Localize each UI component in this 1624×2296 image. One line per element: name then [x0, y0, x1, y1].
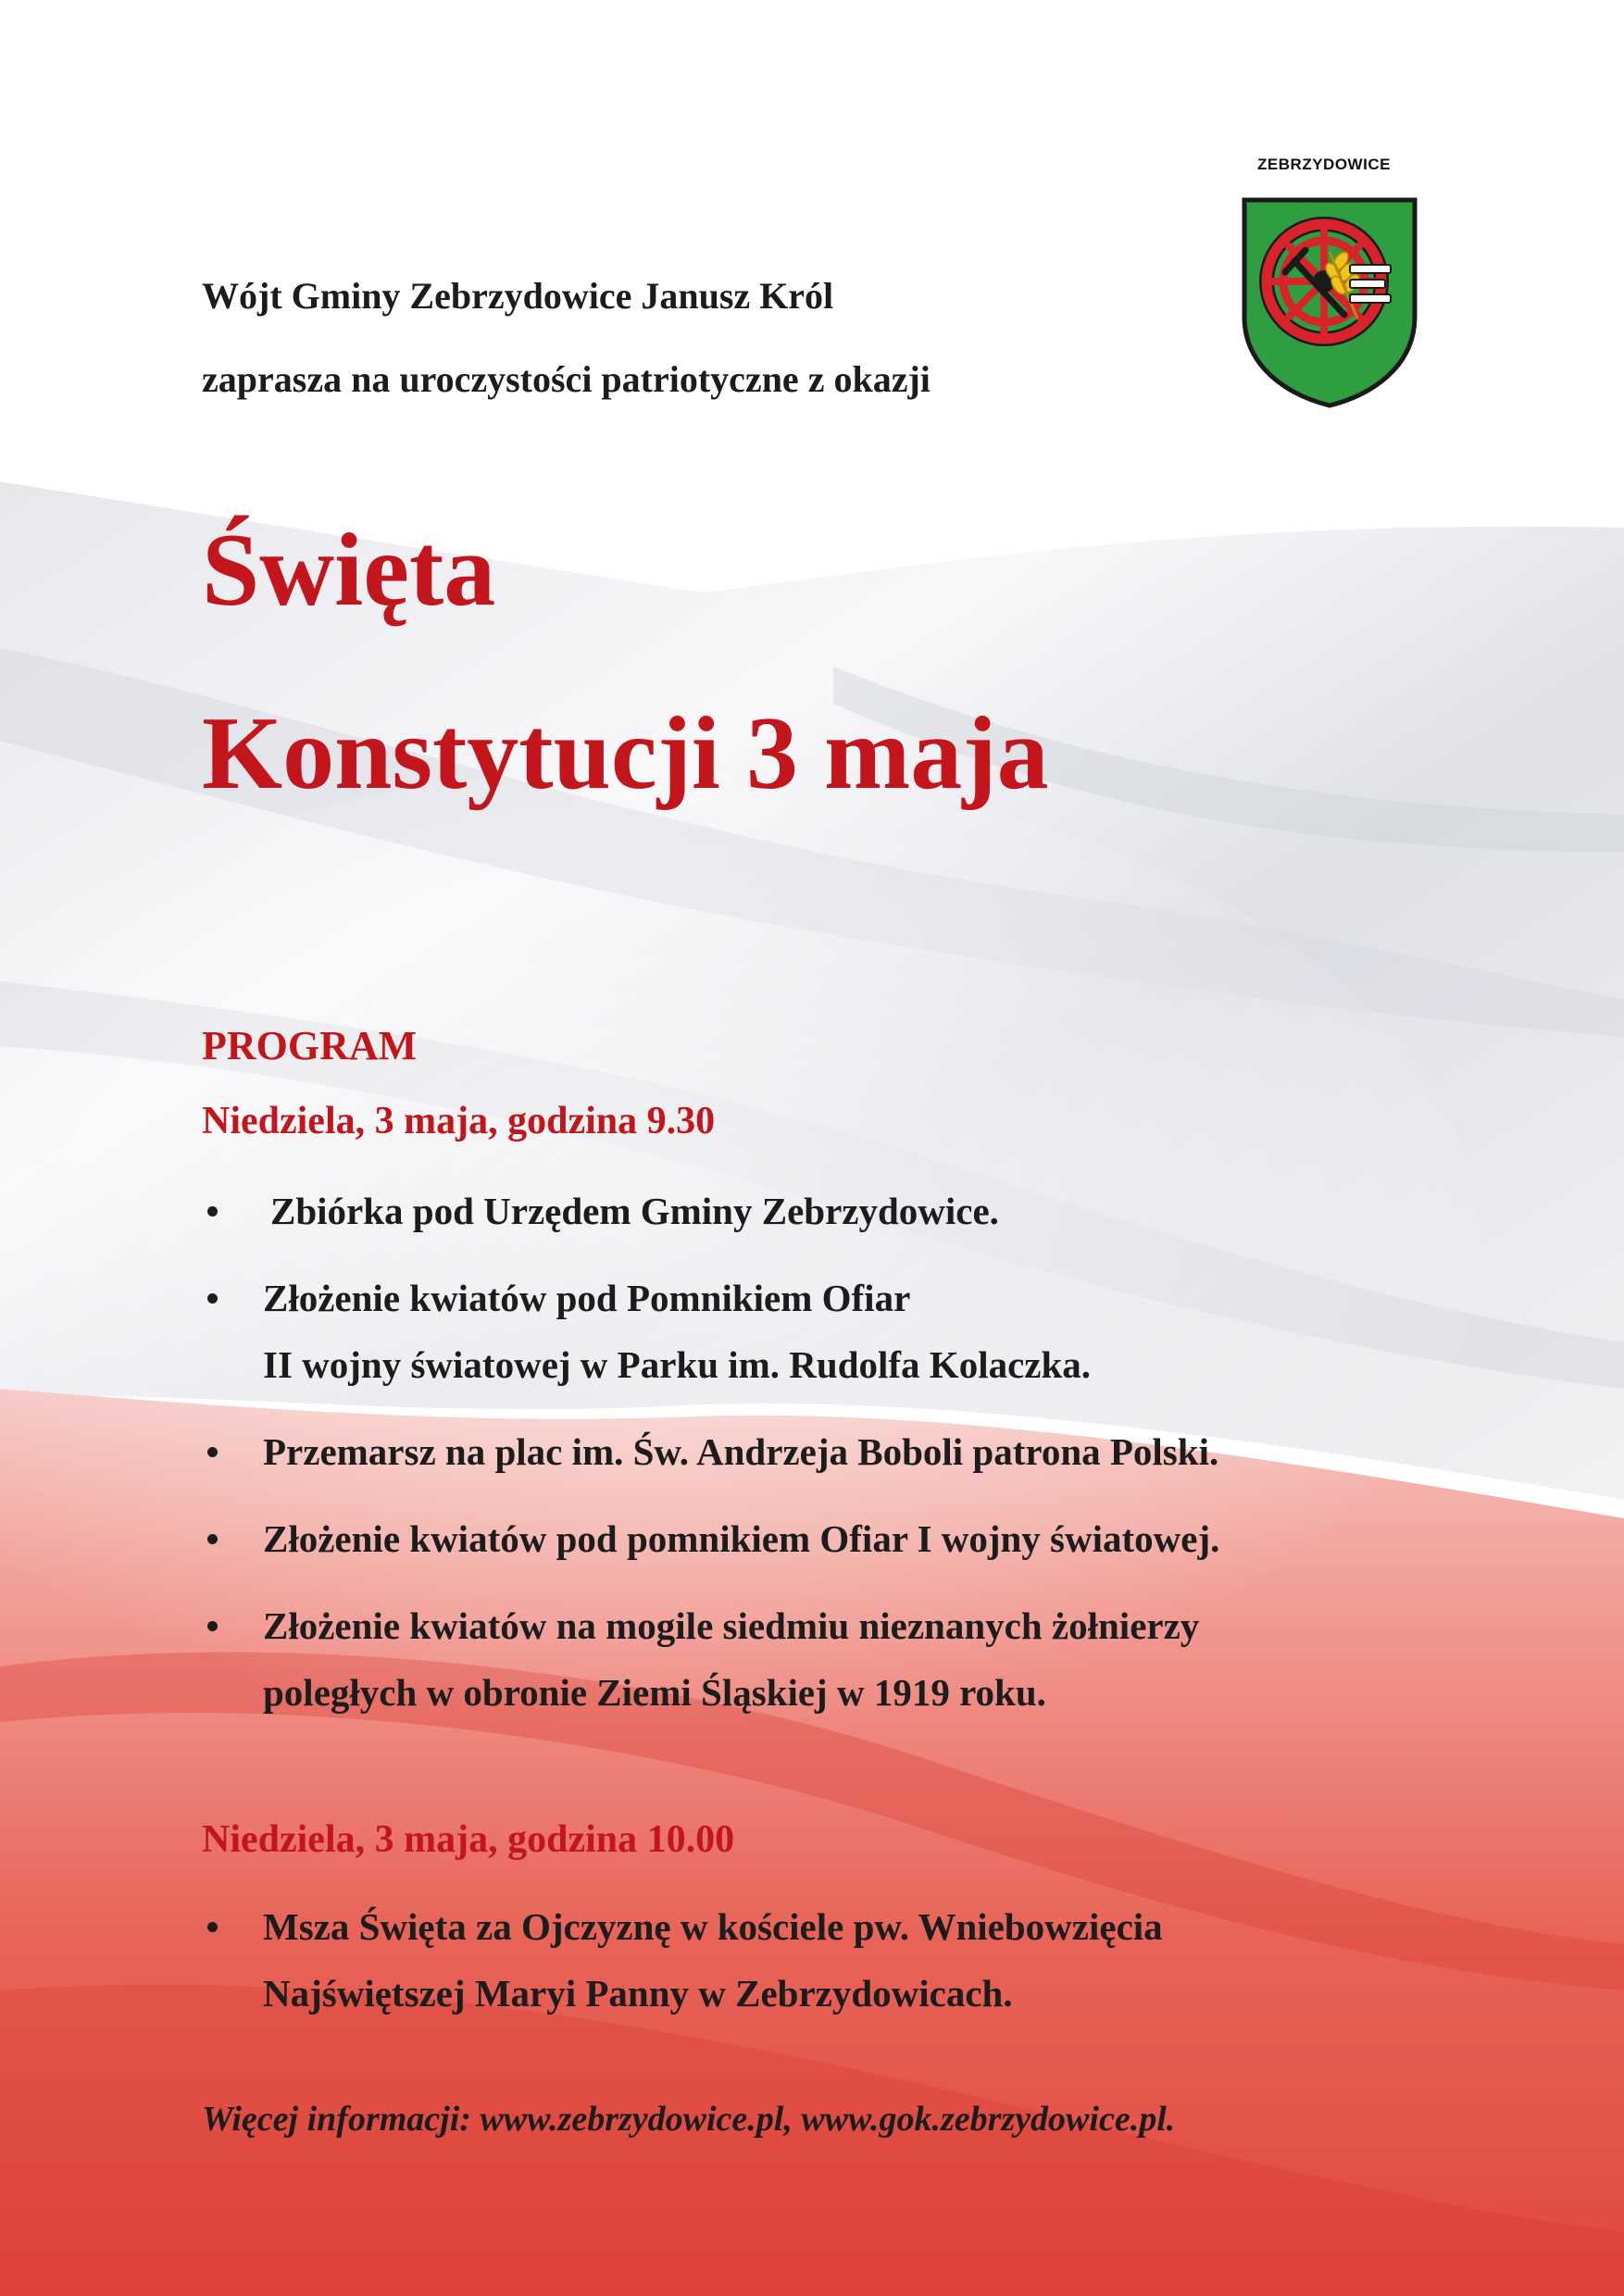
list-item: [202, 1592, 1443, 1726]
program-section-1-list: [202, 1178, 1443, 1746]
program-section-2-heading: Niedziela, 3 maja, godzina 10.00: [202, 1818, 735, 1861]
list-item-line: Msza Święta za Ojczyznę w kościele pw. Wniebowzięcia: [263, 1905, 1163, 1948]
zebrzydowice-coat-of-arms-icon: [1241, 196, 1418, 409]
list-item: [202, 1418, 1443, 1485]
program-section-2-list: [202, 1893, 1443, 2047]
list-item: [202, 1505, 1443, 1572]
list-item: [202, 1178, 1443, 1244]
bullet-icon: [207, 1206, 218, 1217]
list-item-line: II wojny światowej w Parku im. Rudolfa Kolaczka.: [263, 1343, 1092, 1386]
list-item-line: poległych w obronie Ziemi Śląskiej w 1919 roku.: [263, 1671, 1046, 1714]
program-label: PROGRAM: [202, 1023, 418, 1068]
coat-of-arms-label: ZEBRZYDOWICE: [1257, 156, 1391, 173]
title-line-1: Święta: [202, 513, 496, 628]
bullet-icon: [207, 1534, 218, 1544]
intro-line-1: Wójt Gminy Zebrzydowice Janusz Król: [202, 275, 834, 317]
bullet-icon: [207, 1293, 218, 1304]
list-item: [202, 1893, 1443, 2027]
list-item-line: Złożenie kwiatów na mogile siedmiu nieznanych żołnierzy: [263, 1604, 1200, 1647]
list-item-line: Złożenie kwiatów pod pomnikiem Ofiar I wojny światowej.: [263, 1517, 1220, 1560]
footer-more-info: Więcej informacji: www.zebrzydowice.pl, www.gok.zebrzydowice.pl.: [202, 2100, 1176, 2139]
bullet-icon: [207, 1621, 218, 1631]
bullet-icon: [207, 1922, 218, 1932]
list-item-line: Najświętszej Maryi Panny w Zebrzydowicach.: [263, 1972, 1013, 2015]
intro-line-2: zaprasza na uroczystości patriotyczne z okazji: [202, 358, 931, 400]
program-section-1-heading: Niedziela, 3 maja, godzina 9.30: [202, 1100, 716, 1142]
list-item-line: Przemarsz na plac im. Św. Andrzeja Boboli patrona Polski.: [263, 1430, 1219, 1473]
list-item-line: Zbiórka pod Urzędem Gminy Zebrzydowice.: [270, 1190, 999, 1232]
list-item: [202, 1265, 1443, 1398]
title-line-2: Konstytucji 3 maja: [202, 696, 1049, 811]
bullet-icon: [207, 1447, 218, 1457]
list-item-line: Złożenie kwiatów pod Pomnikiem Ofiar: [263, 1277, 911, 1319]
